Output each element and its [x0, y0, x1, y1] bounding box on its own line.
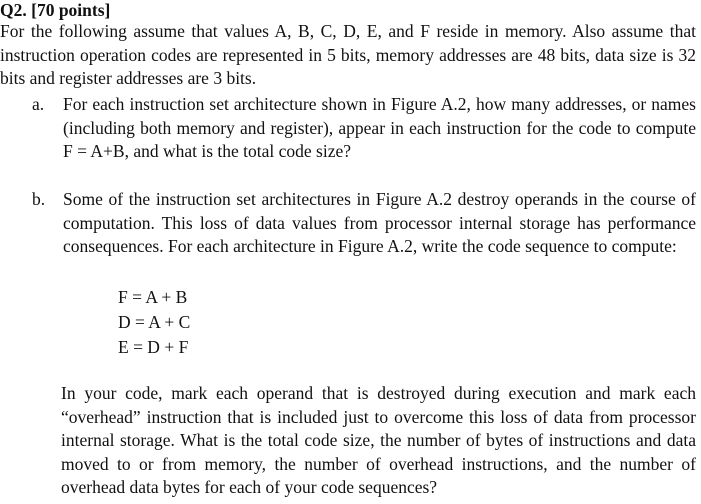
equation-d: D = A + C: [118, 312, 191, 332]
equation-f: F = A + B: [118, 287, 188, 307]
question-intro: For the following assume that values A, B, C, D, E, and F reside in memory. Also assume that instruction operation codes are represented in 5 bits, memory addresses are 48 bits, data size is 32 bits and register addresses are 3 bits.: [0, 21, 696, 88]
part-b-text: Some of the instruction set architectures in Figure A.2 destroy operands in the course of computation. This loss of data values from processor internal storage has performance consequences. For each architecture in Figure A.2, write the code sequence to compute:: [63, 189, 696, 256]
question-title: Q2. [70 points]: [0, 0, 111, 20]
part-a-label: a.: [32, 94, 45, 114]
part-b-label: b.: [32, 189, 46, 209]
part-a-text: For each instruction set architecture shown in Figure A.2, how many addresses, or names (including both memory and register), appear in each instruction for the code to compute F = A+B, and what is the total code size?: [63, 94, 696, 161]
part-b-followup: In your code, mark each operand that is destroyed during execution and mark each “overhead” instruction that is included just to overcome this loss of data from processor internal storage. What is the total code size, the number of bytes of instructions and data moved to or from memory, the number of overhead instructions, and the number of overhead data bytes for each of your code sequences?: [61, 383, 696, 497]
equation-e: E = D + F: [118, 337, 189, 357]
